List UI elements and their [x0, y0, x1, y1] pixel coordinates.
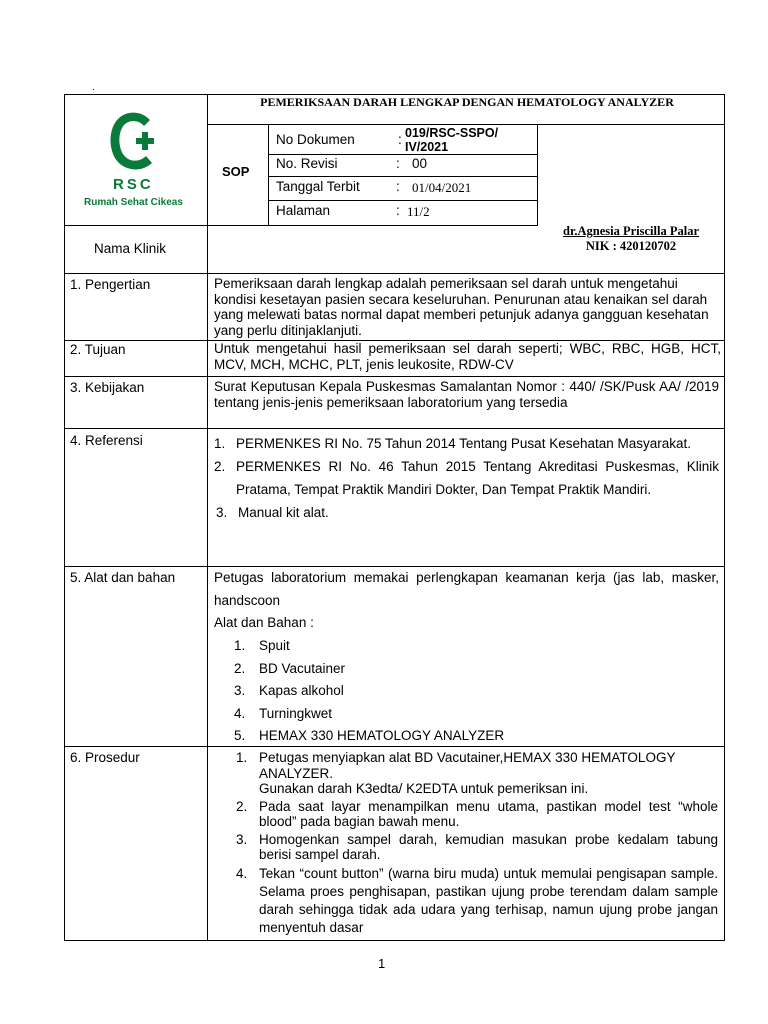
list-item: 1. Spuit	[234, 638, 290, 653]
prosedur-list	[236, 750, 718, 939]
field-value-tanggal-terbit: 01/04/2021	[412, 180, 472, 195]
list-item: 1. PERMENKES RI No. 75 Tahun 2014 Tentang Pusat Kesehatan Masyarakat.	[214, 436, 692, 451]
section-label-pengertian: 1. Pengertian	[70, 277, 151, 292]
field-sep: :	[398, 132, 402, 147]
list-item: 3. Kapas alkohol	[234, 683, 344, 698]
c-cross-logo-icon	[106, 108, 162, 174]
list-item: 3. Manual kit alat.	[216, 505, 329, 520]
logo-name: Rumah Sehat Cikeas	[84, 197, 183, 208]
section-label-alat: 5. Alat dan bahan	[70, 570, 176, 585]
section-label-referensi: 4. Referensi	[70, 433, 143, 448]
list-item: 2. BD Vacutainer	[234, 660, 346, 676]
field-label-no-dokumen: No Dokumen	[276, 132, 355, 147]
section-text-tujuan: Untuk mengetahui hasil pemeriksaan sel darah seperti; WBC, RBC, HGB, HCT, MCV, MCH, MCHC, PLT, jenis leukosite, RDW-CV	[214, 341, 721, 372]
list-item: 5. HEMAX 330 HEMATOLOGY ANALYZER	[234, 728, 505, 743]
section-label-kebijakan: 3. Kebijakan	[70, 380, 145, 395]
field-label-tanggal-terbit: Tanggal Terbit	[276, 179, 360, 194]
field-sep: :	[396, 156, 400, 171]
section-text-pengertian: Pemeriksaan darah lengkap adalah pemeriksaan sel darah untuk mengetahui kondisi kesetayan pasien secara keseluruhan. Penurunan atau kenaikan sel darah yang melewati batas normal dapat memberi petunjuk adanya gangguan kesehatan yang perlu ditinjaklanjuti.	[214, 276, 709, 338]
field-value-halaman: 11/2	[407, 204, 430, 219]
signatory-name: dr.Agnesia Priscilla Palar	[563, 224, 699, 238]
signatory-nik: NIK : 420120702	[585, 239, 677, 253]
field-label-halaman: Halaman	[276, 203, 331, 218]
section-text-kebijakan: Surat Keputusan Kepala Puskesmas Samalantan Nomor : 440/ /SK/Pusk AA/ /2019 tentang jenis-jenis pemeriksaan laboratorium yang tersedia	[214, 379, 719, 410]
logo-abbr: RSC	[113, 176, 154, 193]
field-label-no-revisi: No. Revisi	[276, 156, 338, 171]
alat-subhead: Alat dan Bahan :	[214, 615, 314, 630]
alat-intro: Petugas laboratorium memakai perlengkapan keamanan kerja (jas lab, masker, handscoon	[214, 570, 719, 608]
section-label-tujuan: 2. Tujuan	[70, 342, 126, 357]
document-title: PEMERIKSAAN DARAH LENGKAP DENGAN HEMATOLOGY ANALYZER	[260, 95, 674, 109]
list-item: 2. PERMENKES RI No. 46 Tahun 2015 Tentang Akreditasi Puskesmas, Klinik Pratama, Tempat Praktik Mandiri Dokter, Dan Tempat Praktik Mandiri.	[214, 459, 719, 497]
field-value-no-dokumen: 019/RSC-SSPO/ IV/2021	[405, 126, 499, 154]
alat-list	[234, 635, 714, 748]
list-item: 4. Turningkwet	[234, 705, 333, 721]
list-item: 4. Tekan “count button” (warna biru muda) untuk memulai pengisapan sample. Selama proes penghisapan, pastikan ujung probe terendam dalam sample darah sehingga tidak ada udara yang terhisap, namun ujung probe jangan menyentuh dasar	[236, 865, 718, 935]
stray-dot: .	[92, 82, 95, 93]
field-sep: :	[396, 179, 400, 194]
section-label-prosedur: 6. Prosedur	[70, 750, 140, 765]
field-sep: :	[396, 203, 400, 218]
clinic-label: Nama Klinik	[94, 241, 167, 256]
list-item: 1. Petugas menyiapkan alat BD Vacutainer,HEMAX 330 HEMATOLOGY ANALYZER. Gunakan darah K3edta/ K2EDTA untuk pemeriksan ini.	[236, 750, 676, 796]
page-number: 1	[378, 956, 386, 971]
referensi-list	[214, 432, 719, 524]
field-value-no-revisi: 00	[412, 156, 428, 171]
list-item: 3. Homogenkan sampel darah, kemudian masukan probe kedalam tabung berisi sampel darah.	[236, 831, 718, 862]
list-item: 2. Pada saat layar menampilkan menu utama, pastikan model test “whole blood” pada bagian bawah menu.	[236, 798, 718, 829]
sop-label: SOP	[222, 164, 250, 179]
